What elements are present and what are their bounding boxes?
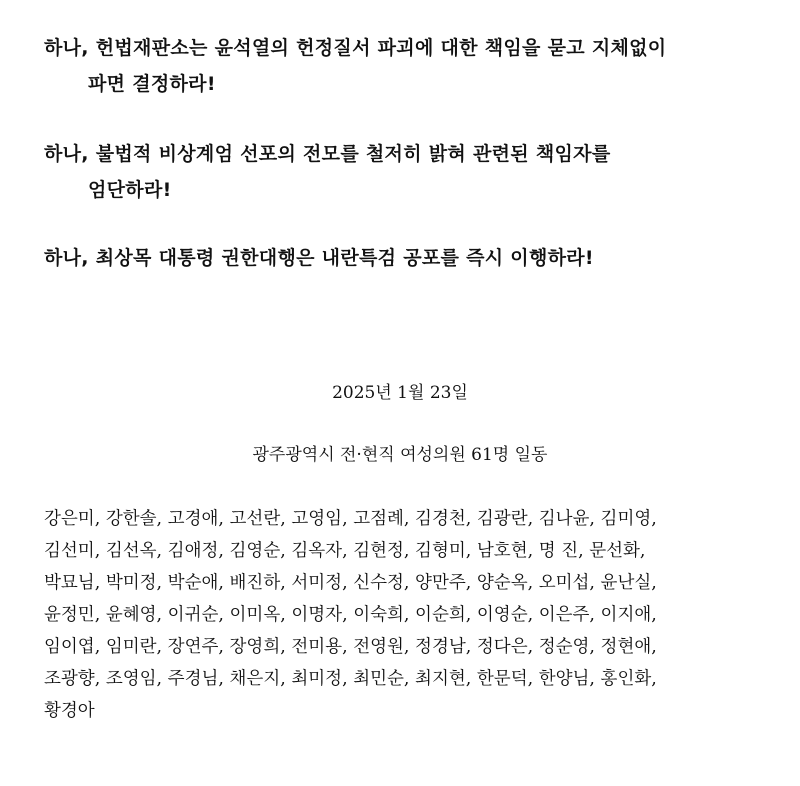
resolution-line: 하나, 헌법재판소는 윤석열의 헌정질서 파괴에 대한 책임을 묻고 지체없이 — [44, 37, 667, 59]
signer-names — [44, 503, 784, 727]
resolution-item — [44, 136, 764, 208]
resolution-line-continuation: 파면 결정하라! — [88, 73, 216, 95]
signer-names-line: 김선미, 김선옥, 김애정, 김영순, 김옥자, 김현정, 김형미, 남호현, 명 진, 문선화, — [44, 541, 646, 561]
resolution-line: 하나, 불법적 비상계엄 선포의 전모를 철저히 밝혀 관련된 책임자를 — [44, 143, 611, 165]
statement-date: 2025년 1월 23일 — [332, 383, 468, 403]
signer-names-line: 윤정민, 윤혜영, 이귀순, 이미옥, 이명자, 이숙희, 이순희, 이영순, 이은주, 이지애, — [44, 605, 657, 625]
resolution-item — [44, 240, 764, 276]
resolution-line: 하나, 최상목 대통령 권한대행은 내란특검 공포를 즉시 이행하라! — [44, 247, 594, 269]
signer-names-line: 황경아 — [44, 701, 95, 721]
signer-names-line: 조광향, 조영임, 주경님, 채은지, 최미정, 최민순, 최지현, 한문덕, 한양님, 홍인화, — [44, 669, 657, 689]
signer-names-line: 박묘님, 박미정, 박순애, 배진하, 서미정, 신수정, 양만주, 양순옥, 오미섭, 윤난실, — [44, 573, 657, 593]
signer-names-line: 임이엽, 임미란, 장연주, 장영희, 전미용, 전영원, 정경남, 정다은, 정순영, 정현애, — [44, 637, 657, 657]
resolution-line-continuation: 엄단하라! — [88, 179, 172, 201]
signer-names-line: 강은미, 강한솔, 고경애, 고선란, 고영임, 고점례, 김경천, 김광란, 김나윤, 김미영, — [44, 509, 657, 529]
resolution-item — [44, 30, 764, 102]
signers-heading: 광주광역시 전·현직 여성의원 61명 일동 — [252, 445, 548, 465]
